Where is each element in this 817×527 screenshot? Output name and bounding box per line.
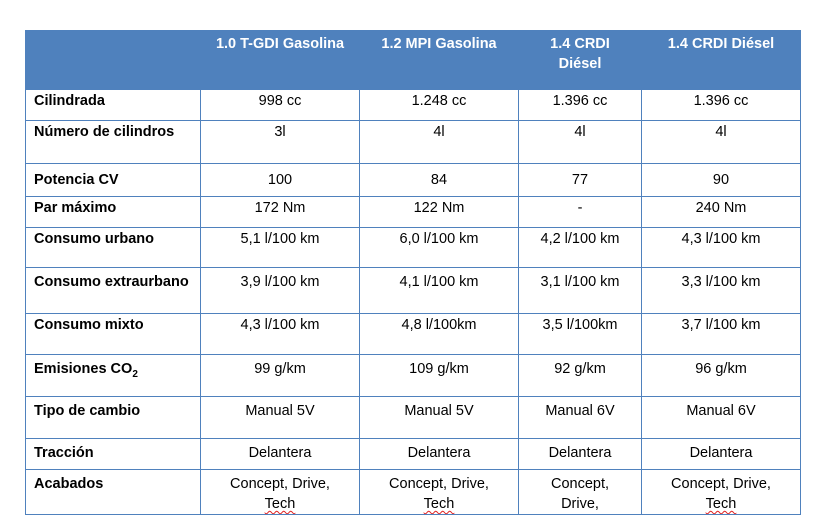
column-header: 1.4 CRDI Diésel <box>642 31 801 90</box>
table-row <box>26 90 801 121</box>
table-cell: 4,8 l/100km <box>360 314 519 355</box>
cell-line: Tech <box>264 496 296 512</box>
table-cell: 172 Nm <box>201 197 360 228</box>
column-header: 1.2 MPI Gasolina <box>360 31 519 90</box>
table-cell: 122 Nm <box>360 197 519 228</box>
table-cell: 3,9 l/100 km <box>201 268 360 314</box>
table-row <box>26 397 801 439</box>
table-cell: 240 Nm <box>642 197 801 228</box>
table-cell: 3,5 l/100km <box>519 314 642 355</box>
cell-line: Concept, Drive, <box>671 476 771 492</box>
row-label: Cilindrada <box>26 90 201 121</box>
row-label: Acabados <box>26 470 201 515</box>
table-cell: 1.396 cc <box>519 90 642 121</box>
table-cell: Delantera <box>201 439 360 470</box>
cell-line: Drive, <box>561 496 599 512</box>
table-row <box>26 164 801 197</box>
row-label: Par máximo <box>26 197 201 228</box>
table-cell: 96 g/km <box>642 355 801 397</box>
table-cell: 4l <box>519 121 642 164</box>
table-cell <box>360 470 519 515</box>
table-cell: 3,1 l/100 km <box>519 268 642 314</box>
column-header: 1.4 CRDI Diésel <box>519 31 642 90</box>
emissions-label-subscript: 2 <box>132 368 138 380</box>
header-corner-cell <box>26 31 201 90</box>
table-cell <box>519 470 642 515</box>
emissions-label: Emisiones CO <box>34 361 133 377</box>
table-row <box>26 439 801 470</box>
table-cell: 1.248 cc <box>360 90 519 121</box>
header-row <box>26 31 801 90</box>
table-cell: 92 g/km <box>519 355 642 397</box>
table-row <box>26 268 801 314</box>
row-label: Consumo urbano <box>26 228 201 268</box>
table-cell: 100 <box>201 164 360 197</box>
table-cell: 3,3 l/100 km <box>642 268 801 314</box>
row-label <box>26 355 201 397</box>
cell-line: Concept, Drive, <box>389 476 489 492</box>
table-row <box>26 228 801 268</box>
table-cell: 3,7 l/100 km <box>642 314 801 355</box>
table-cell: Delantera <box>642 439 801 470</box>
table-cell: Manual 5V <box>201 397 360 439</box>
table-row <box>26 355 801 397</box>
table-cell: Manual 5V <box>360 397 519 439</box>
specs-table <box>25 30 801 515</box>
cell-line: Tech <box>423 496 455 512</box>
table-row <box>26 197 801 228</box>
table-cell: 1.396 cc <box>642 90 801 121</box>
table-cell: 3l <box>201 121 360 164</box>
row-label: Consumo extraurbano <box>26 268 201 314</box>
table-cell <box>201 470 360 515</box>
table-cell: 4l <box>360 121 519 164</box>
table-cell: 4,2 l/100 km <box>519 228 642 268</box>
table-cell: 4,1 l/100 km <box>360 268 519 314</box>
table-cell: 6,0 l/100 km <box>360 228 519 268</box>
table-cell: 77 <box>519 164 642 197</box>
table-cell <box>642 470 801 515</box>
table-row <box>26 314 801 355</box>
row-label: Tipo de cambio <box>26 397 201 439</box>
row-label: Consumo mixto <box>26 314 201 355</box>
table-cell: 109 g/km <box>360 355 519 397</box>
table-row <box>26 470 801 515</box>
table-cell: Manual 6V <box>642 397 801 439</box>
cell-line: Concept, <box>550 476 610 492</box>
table-cell: Delantera <box>360 439 519 470</box>
row-label: Potencia CV <box>26 164 201 197</box>
table-cell: 84 <box>360 164 519 197</box>
table-cell: 90 <box>642 164 801 197</box>
table-row <box>26 121 801 164</box>
table-cell: 4,3 l/100 km <box>642 228 801 268</box>
table-cell: - <box>519 197 642 228</box>
table-cell: Delantera <box>519 439 642 470</box>
table-cell: 998 cc <box>201 90 360 121</box>
row-label: Tracción <box>26 439 201 470</box>
table-cell: 4l <box>642 121 801 164</box>
cell-line: Tech <box>705 496 737 512</box>
table-cell: 4,3 l/100 km <box>201 314 360 355</box>
cell-line: Concept, Drive, <box>230 476 330 492</box>
row-label: Número de cilindros <box>26 121 201 164</box>
table-cell: Manual 6V <box>519 397 642 439</box>
table-cell: 5,1 l/100 km <box>201 228 360 268</box>
column-header: 1.0 T-GDI Gasolina <box>201 31 360 90</box>
table-cell: 99 g/km <box>201 355 360 397</box>
